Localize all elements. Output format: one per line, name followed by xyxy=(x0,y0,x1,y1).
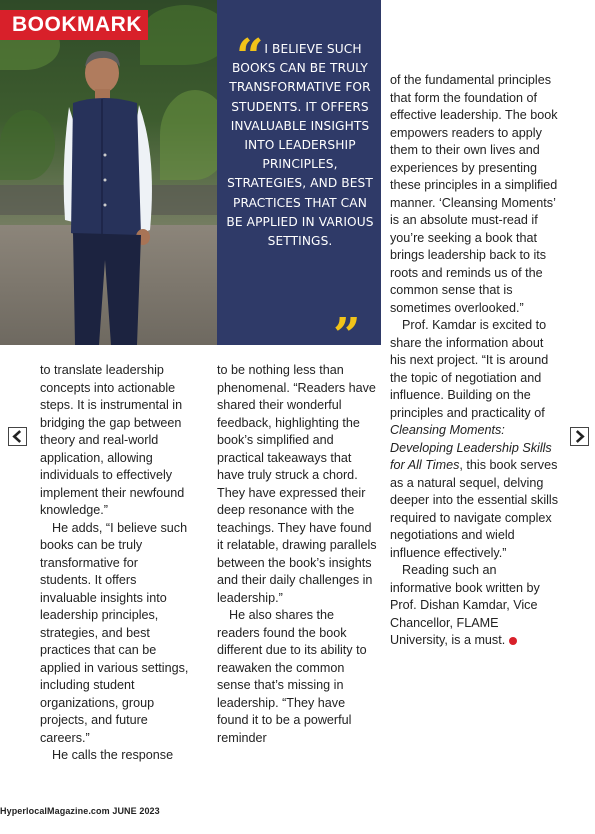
article-column-right xyxy=(390,72,558,650)
paragraph: of the fundamental principles that form the foundation of effective leadership. The book empowers readers to apply them to their own lives and experiences by presenting these principles in a simplified manner. ‘Cleansing Moments’ is an absolute must-read if you’re seeking a book that brings leadership back to its roots and reminds us of the common sense that is sometimes overlooked.” xyxy=(390,73,558,315)
paragraph: to be nothing less than phenomenal. “Readers have shared their wonderful feedback, highlighting the book’s simplified and practical takeaways that have truly struck a chord. They have expressed their deep resonance with the teachings. They have found it relatable, drawing parallels between the book’s insights and their daily challenges in leadership.” xyxy=(217,363,377,605)
paragraph: He adds, “I believe such books can be truly transformative for students. It offers invaluable insights into leadership principles, strategies, and best practices that can be applied in various settings, including student organizations, group projects, and future careers.” xyxy=(40,520,189,745)
chevron-left-icon xyxy=(11,430,24,443)
article-column-left xyxy=(40,362,190,765)
paragraph: to translate leadership concepts into actionable steps. It is instrumental in bridging the gap between theory and real-world application, allowing individuals to effectively implement their newfound knowledge.” xyxy=(40,363,185,517)
close-quote-icon: ” xyxy=(333,308,361,364)
pull-quote-panel xyxy=(217,0,381,364)
next-page-button[interactable] xyxy=(570,427,589,446)
paragraph: He calls the response xyxy=(52,748,174,762)
author-photo xyxy=(0,0,217,345)
pull-quote-text: I BELIEVE SUCH BOOKS CAN BE TRULY TRANSFORMATIVE FOR STUDENTS. IT OFFERS INVALUABLE INSIGHTS INTO LEADERSHIP PRINCIPLES, STRATEGIES, AND BEST PRACTICES THAT CAN BE APPLIED IN VARIOUS SETTINGS. xyxy=(226,42,374,249)
paragraph: Prof. Kamdar is excited to share the information about his next project. “It is around the topic of negotiation and influence. Building on the principles and practicality of Cleansing Moments: Developing Leadership Skills for All Times, this book serves as a natural sequel, delving deeper into the essential skills required to navigate complex negotiations and wield influence effectively.” xyxy=(390,318,559,560)
book-title: Cleansing Moments: Developing Leadership Skills for All Times xyxy=(390,423,552,472)
section-tag: BOOKMARK xyxy=(0,10,148,40)
open-quote-icon: “ xyxy=(236,29,264,85)
page-footer: HyperlocalMagazine.com JUNE 2023 xyxy=(0,806,160,816)
article-column-middle xyxy=(217,362,379,747)
end-mark-icon xyxy=(509,637,517,645)
previous-page-button[interactable] xyxy=(8,427,27,446)
person-figure xyxy=(55,45,165,345)
chevron-right-icon xyxy=(573,430,586,443)
paragraph: Reading such an informative book written by Prof. Dishan Kamdar, Vice Chancellor, FLAME University, is a must. xyxy=(390,563,540,647)
paragraph: He also shares the readers found the book different due to its ability to reawaken the common sense that’s missing in leadership. “They have found it to be a powerful reminder xyxy=(217,608,367,745)
